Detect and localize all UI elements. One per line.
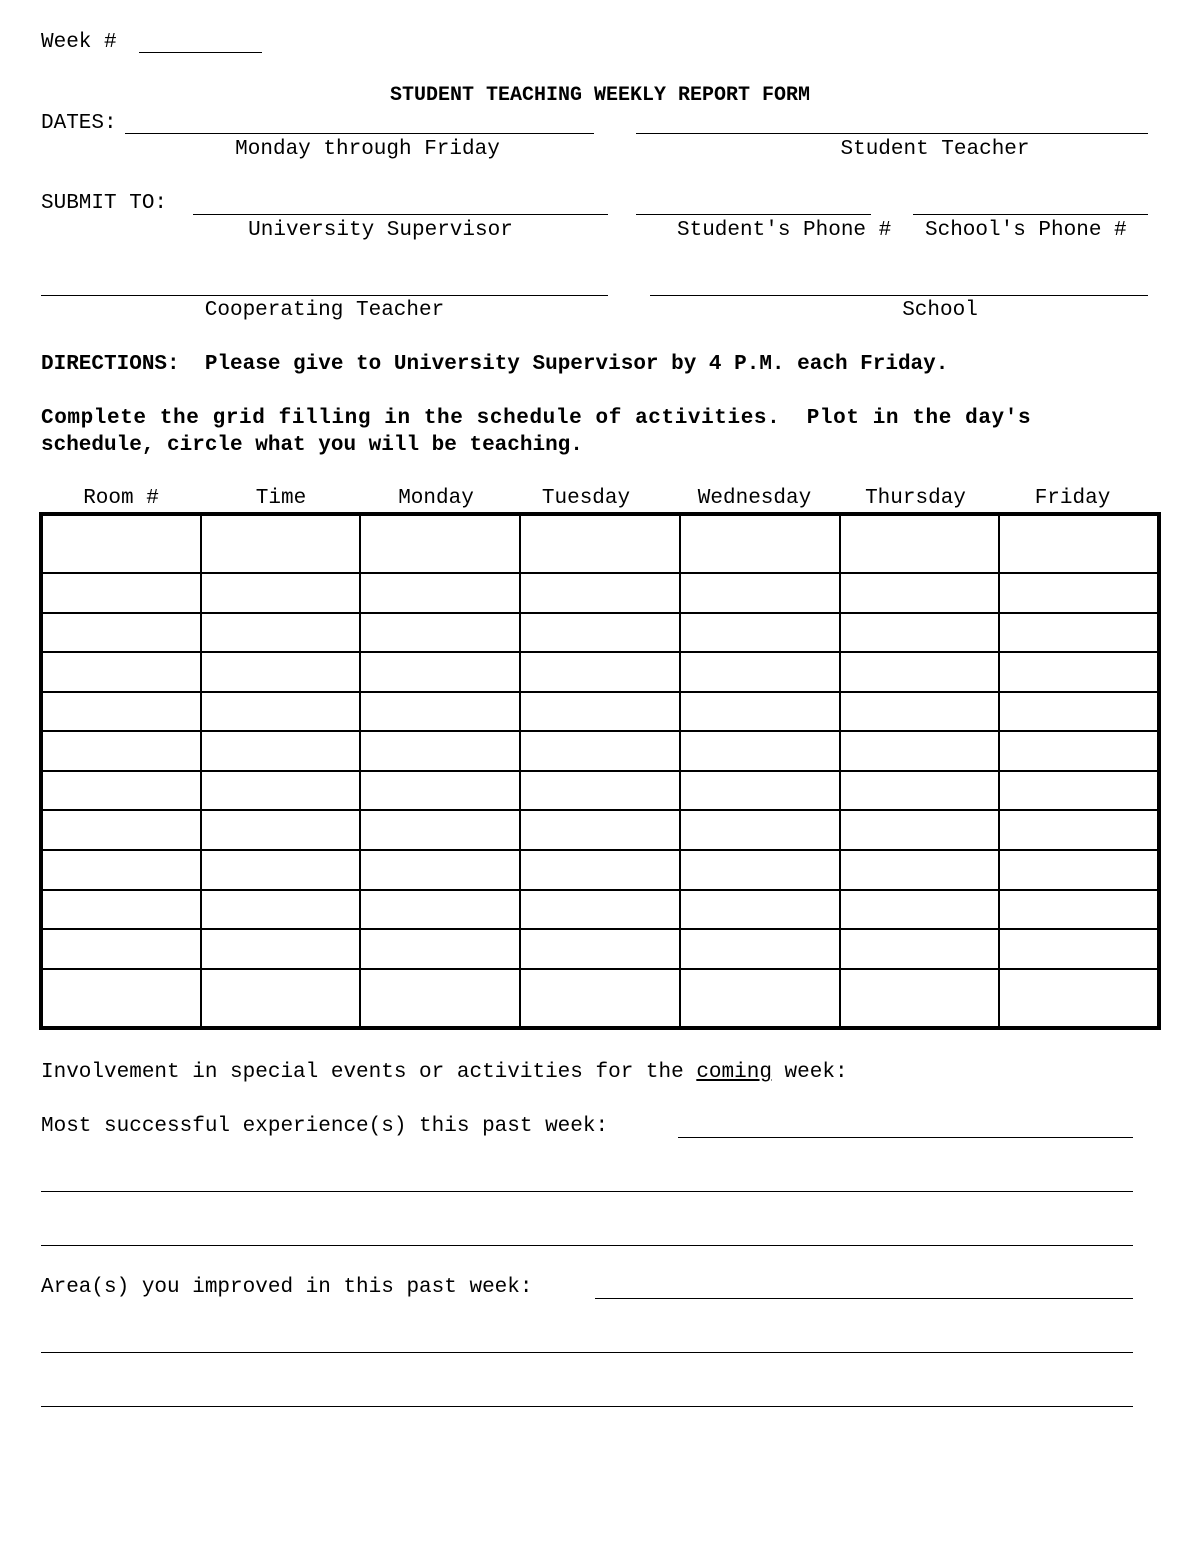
grid-row: [41, 652, 1159, 692]
grid-cell[interactable]: [840, 692, 1000, 732]
grid-cell[interactable]: [840, 771, 1000, 811]
grid-cell[interactable]: [360, 929, 520, 969]
student-teacher-field[interactable]: [636, 133, 1148, 134]
grid-cell[interactable]: [520, 929, 680, 969]
grid-cell[interactable]: [680, 929, 840, 969]
grid-cell[interactable]: [840, 890, 1000, 930]
form-title: STUDENT TEACHING WEEKLY REPORT FORM: [389, 84, 811, 107]
grid-row: [41, 771, 1159, 811]
most-successful-line-2[interactable]: [41, 1191, 1133, 1192]
school-phone-field[interactable]: [913, 214, 1148, 215]
grid-cell[interactable]: [520, 692, 680, 732]
grid-cell[interactable]: [360, 613, 520, 653]
schedule-grid: [39, 512, 1161, 1030]
most-successful-line-1[interactable]: [678, 1137, 1133, 1138]
school-phone-caption: School's Phone #: [925, 219, 1127, 242]
grid-cell[interactable]: [680, 810, 840, 850]
grid-cell[interactable]: [520, 969, 680, 1028]
grid-cell[interactable]: [680, 969, 840, 1028]
grid-cell[interactable]: [999, 810, 1159, 850]
supervisor-field[interactable]: [193, 214, 608, 215]
cooperating-teacher-field[interactable]: [41, 295, 608, 296]
grid-cell[interactable]: [201, 771, 361, 811]
complete-instructions-line1: Complete the grid filling in the schedule of activities. Plot in the day's: [41, 407, 1032, 430]
dates-label: DATES:: [41, 112, 117, 135]
grid-cell[interactable]: [201, 514, 361, 573]
week-number-field[interactable]: [139, 52, 262, 53]
school-field[interactable]: [650, 295, 1148, 296]
grid-cell[interactable]: [840, 929, 1000, 969]
grid-row: [41, 890, 1159, 930]
supervisor-caption: University Supervisor: [248, 219, 513, 242]
grid-cell[interactable]: [520, 514, 680, 573]
grid-cell[interactable]: [520, 850, 680, 890]
grid-cell[interactable]: [520, 731, 680, 771]
dates-field[interactable]: [125, 133, 594, 134]
header-wednesday: Wednesday: [697, 487, 812, 510]
grid-cell[interactable]: [201, 731, 361, 771]
grid-cell[interactable]: [680, 514, 840, 573]
grid-cell[interactable]: [999, 850, 1159, 890]
improved-label: Area(s) you improved in this past week:: [41, 1276, 533, 1299]
grid-cell[interactable]: [999, 731, 1159, 771]
grid-cell[interactable]: [201, 613, 361, 653]
grid-row: [41, 969, 1159, 1028]
grid-cell[interactable]: [41, 613, 201, 653]
grid-cell[interactable]: [201, 573, 361, 613]
grid-cell[interactable]: [680, 771, 840, 811]
header-time: Time: [255, 487, 307, 510]
directions-label: DIRECTIONS:: [41, 353, 180, 376]
directions: [41, 354, 948, 375]
cooperating-teacher-caption: Cooperating Teacher: [204, 299, 445, 322]
grid-cell[interactable]: [360, 969, 520, 1028]
submit-to-label: SUBMIT TO:: [41, 192, 168, 215]
grid-cell[interactable]: [41, 514, 201, 573]
grid-cell[interactable]: [201, 850, 361, 890]
grid-cell[interactable]: [201, 692, 361, 732]
grid-cell[interactable]: [520, 652, 680, 692]
most-successful-line-3[interactable]: [41, 1245, 1133, 1246]
grid-cell[interactable]: [41, 929, 201, 969]
grid-cell[interactable]: [999, 613, 1159, 653]
involvement-underlined-word: coming: [696, 1061, 772, 1084]
grid-row: [41, 573, 1159, 613]
grid-cell[interactable]: [840, 652, 1000, 692]
grid-row: [41, 514, 1159, 573]
grid-cell[interactable]: [520, 810, 680, 850]
grid-cell[interactable]: [840, 810, 1000, 850]
grid-row: [41, 810, 1159, 850]
grid-cell[interactable]: [41, 810, 201, 850]
grid-cell[interactable]: [41, 692, 201, 732]
grid-cell[interactable]: [41, 771, 201, 811]
grid-cell[interactable]: [41, 890, 201, 930]
grid-cell[interactable]: [520, 573, 680, 613]
grid-cell[interactable]: [999, 890, 1159, 930]
grid-cell[interactable]: [999, 969, 1159, 1028]
grid-row: [41, 692, 1159, 732]
grid-cell[interactable]: [999, 573, 1159, 613]
grid-cell[interactable]: [360, 573, 520, 613]
improved-line-3[interactable]: [41, 1406, 1133, 1407]
header-monday: Monday: [398, 487, 474, 510]
complete-instructions-line2: schedule, circle what you will be teaching.: [41, 434, 583, 457]
grid-row: [41, 850, 1159, 890]
grid-cell[interactable]: [360, 514, 520, 573]
directions-text: Please give to University Supervisor by 4 P.M. each Friday.: [204, 353, 949, 376]
grid-cell[interactable]: [999, 652, 1159, 692]
student-phone-caption: Student's Phone #: [677, 219, 892, 242]
grid-cell[interactable]: [201, 890, 361, 930]
grid-cell[interactable]: [201, 810, 361, 850]
grid-cell[interactable]: [680, 573, 840, 613]
grid-cell[interactable]: [360, 850, 520, 890]
grid-cell[interactable]: [680, 613, 840, 653]
improved-line-2[interactable]: [41, 1352, 1133, 1353]
grid-row: [41, 929, 1159, 969]
grid-cell[interactable]: [840, 969, 1000, 1028]
grid-cell[interactable]: [840, 573, 1000, 613]
grid-cell[interactable]: [680, 890, 840, 930]
grid-cell[interactable]: [41, 731, 201, 771]
grid-cell[interactable]: [999, 692, 1159, 732]
grid-cell[interactable]: [360, 652, 520, 692]
grid-cell[interactable]: [840, 613, 1000, 653]
grid-cell[interactable]: [680, 692, 840, 732]
grid-cell[interactable]: [360, 731, 520, 771]
header-tuesday: Tuesday: [541, 487, 631, 510]
involvement-label: [41, 1062, 848, 1083]
most-successful-label: Most successful experience(s) this past week:: [41, 1115, 609, 1138]
header-friday: Friday: [1034, 487, 1111, 510]
involvement-prefix: Involvement in special events or activities for the: [41, 1061, 697, 1084]
grid-cell[interactable]: [680, 731, 840, 771]
grid-cell[interactable]: [999, 514, 1159, 573]
grid-cell[interactable]: [680, 652, 840, 692]
grid-cell[interactable]: [840, 850, 1000, 890]
grid-cell[interactable]: [201, 652, 361, 692]
header-thursday: Thursday: [865, 487, 966, 510]
student-teacher-caption: Student Teacher: [840, 138, 1030, 161]
dates-caption: Monday through Friday: [235, 138, 500, 161]
grid-cell[interactable]: [360, 771, 520, 811]
grid-cell[interactable]: [201, 969, 361, 1028]
grid-cell[interactable]: [41, 969, 201, 1028]
grid-cell[interactable]: [360, 890, 520, 930]
grid-cell[interactable]: [201, 929, 361, 969]
grid-cell[interactable]: [840, 514, 1000, 573]
student-phone-field[interactable]: [636, 214, 871, 215]
improved-line-1[interactable]: [595, 1298, 1133, 1299]
grid-cell[interactable]: [41, 850, 201, 890]
grid-row: [41, 613, 1159, 653]
week-label: Week #: [41, 31, 117, 54]
grid-cell[interactable]: [360, 810, 520, 850]
involvement-suffix: week:: [771, 1061, 848, 1084]
header-room: Room #: [83, 487, 159, 510]
grid-cell[interactable]: [360, 692, 520, 732]
grid-cell[interactable]: [41, 573, 201, 613]
grid-cell[interactable]: [999, 929, 1159, 969]
grid-row: [41, 731, 1159, 771]
grid-cell[interactable]: [840, 731, 1000, 771]
grid-cell[interactable]: [999, 771, 1159, 811]
grid-cell[interactable]: [520, 771, 680, 811]
grid-cell[interactable]: [520, 613, 680, 653]
grid-cell[interactable]: [680, 850, 840, 890]
grid-cell[interactable]: [41, 652, 201, 692]
school-caption: School: [902, 299, 978, 322]
grid-cell[interactable]: [520, 890, 680, 930]
